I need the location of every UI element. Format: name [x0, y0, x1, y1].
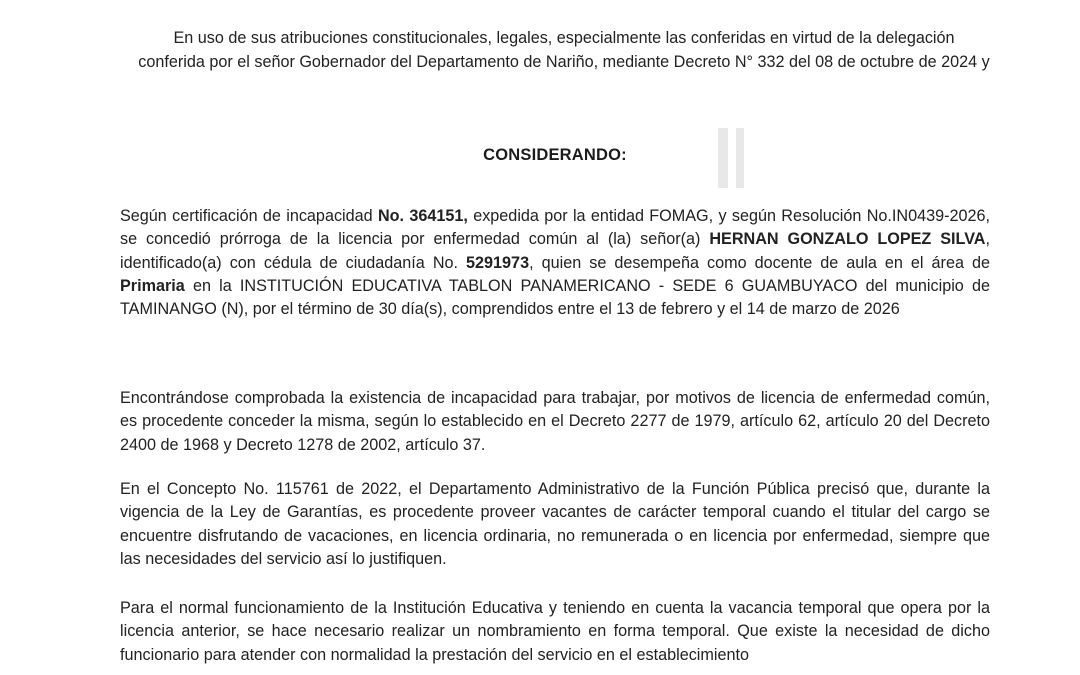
section-heading: CONSIDERANDO:	[483, 146, 627, 164]
certificate-number: No. 364151,	[377, 207, 468, 225]
id-number: 5291973	[466, 253, 530, 272]
paragraph-incapacity	[120, 205, 990, 321]
area-name: Primaria	[120, 276, 185, 295]
paragraph-appointment: Para el normal funcionamiento de la Institución Educativa y teniendo en cuenta la vacancia temporal que opera por la licencia anterior, se hace necesario realizar un nombramiento en forma temporal. Que existe la necesidad de dicho funcionario para atender con normalidad la prestación del servicio en el establecimiento	[120, 599, 990, 664]
intro-paragraph: En uso de sus atribuciones constitucionales, legales, especialmente las conferidas en virtud de la delegación conferida por el señor Gobernador del Departamento de Nariño, mediante Decreto N° 332 del 08 de octubre de 2024 y	[138, 29, 990, 71]
text-segment: Según certificación de incapacidad	[120, 207, 378, 225]
text-segment: en la INSTITUCIÓN EDUCATIVA TABLON PANAMERICANO - SEDE 6 GUAMBUYACO del municipio de TAMINANGO (N), por el término de 30 día(s), comprendidos entre el 13 de febrero y el 14 de marzo de 2026	[120, 276, 990, 319]
text-segment: , identificado(a) con cédula de ciudadanía No.	[120, 230, 990, 272]
text-segment: expedida por la entidad FOMAG, y según Resolución No.IN0439-2026, se concedió prórroga de la licencia por enfermedad común al (la) señor(a)	[120, 207, 990, 249]
paragraph-legal-basis: Encontrándose comprobada la existencia de incapacidad para trabajar, por motivos de licencia de enfermedad común, es procedente conceder la misma, según lo establecido en el Decreto 2277 de 1979, artículo 62, artículo 20 del Decreto 2400 de 1968 y Decreto 1278 de 2002, artículo 37.	[120, 389, 990, 454]
text-segment: , quien se desempeña como docente de aula en el área de	[529, 253, 990, 272]
person-name: HERNAN GONZALO LOPEZ SILVA	[709, 230, 986, 249]
paragraph-concept: En el Concepto No. 115761 de 2022, el Departamento Administrativo de la Función Pública precisó que, durante la vigencia de la Ley de Garantías, es procedente proveer vacantes de carácter temporal cuando el titular del cargo se encuentre disfrutando de vacaciones, en licencia ordinaria, no remunerada o en licencia por enfermedad, siempre que las necesidades del servicio así lo justifiquen.	[120, 480, 990, 568]
